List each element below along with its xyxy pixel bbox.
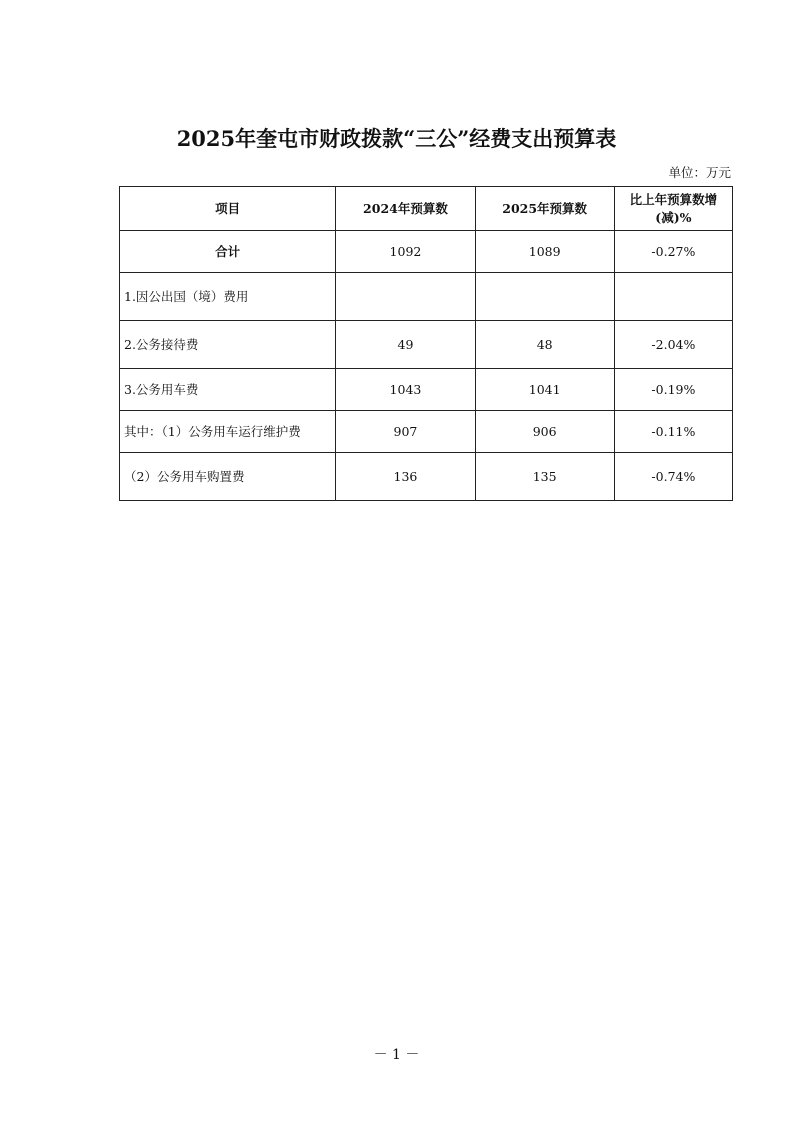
cell-change: -0.19% (614, 369, 732, 411)
unit-label: 单位：万元 (668, 165, 731, 180)
cell-budget-2024: 1092 (336, 231, 475, 273)
cell-change: -0.74% (614, 453, 732, 501)
cell-item: （2）公务用车购置费 (120, 453, 336, 501)
cell-budget-2025 (475, 273, 614, 321)
cell-budget-2024: 907 (336, 411, 475, 453)
header-budget-2025: 2025年预算数 (475, 187, 614, 231)
header-budget-2024: 2024年预算数 (336, 187, 475, 231)
cell-budget-2025: 48 (475, 321, 614, 369)
table-header-row (120, 187, 733, 231)
page-title: 2025年奎屯市财政拨款“三公”经费支出预算表 (176, 126, 617, 151)
table-row (120, 369, 733, 411)
cell-budget-2024: 136 (336, 453, 475, 501)
cell-budget-2025: 135 (475, 453, 614, 501)
cell-change: -0.27% (614, 231, 732, 273)
cell-budget-2024: 1043 (336, 369, 475, 411)
budget-table (119, 186, 733, 501)
cell-budget-2025: 906 (475, 411, 614, 453)
cell-change: -0.11% (614, 411, 732, 453)
cell-item: 1.因公出国（境）费用 (120, 273, 336, 321)
cell-change: -2.04% (614, 321, 732, 369)
cell-item: 其中：（1）公务用车运行维护费 (120, 411, 336, 453)
cell-item: 2.公务接待费 (120, 321, 336, 369)
header-item: 项目 (120, 187, 336, 231)
table-row (120, 411, 733, 453)
cell-budget-2024: 49 (336, 321, 475, 369)
table-row (120, 273, 733, 321)
table-row (120, 453, 733, 501)
page-number: － 1 － (373, 1047, 420, 1063)
cell-budget-2025: 1041 (475, 369, 614, 411)
header-change: 比上年预算数增(减)% (614, 187, 732, 231)
cell-item: 合计 (120, 231, 336, 273)
cell-change (614, 273, 732, 321)
table-row (120, 321, 733, 369)
cell-budget-2025: 1089 (475, 231, 614, 273)
table-row-total (120, 231, 733, 273)
cell-budget-2024 (336, 273, 475, 321)
cell-item: 3.公务用车费 (120, 369, 336, 411)
